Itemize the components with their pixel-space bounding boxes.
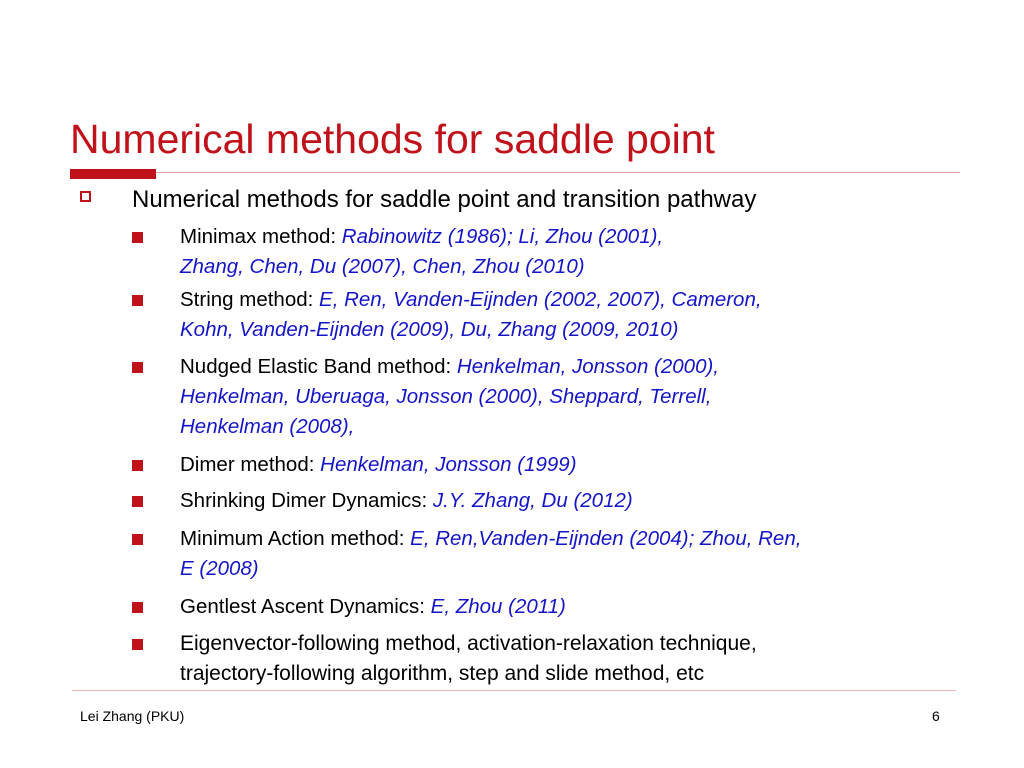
- filled-square-bullet-icon: [132, 496, 143, 507]
- list-item-other-methods: [180, 629, 970, 689]
- item-label: Gentlest Ascent Dynamics:: [180, 595, 431, 618]
- slide-title: Numerical methods for saddle point: [70, 116, 715, 162]
- hollow-square-bullet-icon: [80, 191, 91, 202]
- item-citation: Zhang, Chen, Du (2007), Chen, Zhou (2010): [180, 255, 585, 278]
- main-point-text: Numerical methods for saddle point and transition pathway: [132, 186, 757, 213]
- item-citation: Henkelman (2008),: [180, 415, 355, 438]
- filled-square-bullet-icon: [132, 639, 143, 650]
- page-number: 6: [932, 708, 940, 724]
- item-label: Dimer method:: [180, 453, 321, 476]
- item-label: String method:: [180, 288, 320, 311]
- filled-square-bullet-icon: [132, 534, 143, 545]
- item-citation: E, Ren,Vanden-Eijnden (2004); Zhou, Ren,: [410, 527, 802, 550]
- list-item-minimum-action: [180, 524, 970, 584]
- item-citation: E (2008): [180, 557, 259, 580]
- item-label: Minimax method:: [180, 225, 342, 248]
- list-item-neb: [180, 352, 970, 442]
- title-accent-bar: [70, 169, 156, 179]
- item-citation: Rabinowitz (1986); Li, Zhou (2001),: [341, 225, 664, 248]
- list-item-string: [180, 285, 970, 345]
- item-citation: E, Zhou (2011): [430, 595, 566, 618]
- list-item-dimer: [180, 450, 970, 480]
- filled-square-bullet-icon: [132, 602, 143, 613]
- item-label: Nudged Elastic Band method:: [180, 355, 457, 378]
- filled-square-bullet-icon: [132, 232, 143, 243]
- item-citation: Kohn, Vanden-Eijnden (2009), Du, Zhang (2009, 2010): [180, 318, 679, 341]
- item-text: trajectory-following algorithm, step and slide method, etc: [180, 662, 705, 685]
- list-item-shrinking-dimer: [180, 486, 970, 516]
- filled-square-bullet-icon: [132, 460, 143, 471]
- item-text: Eigenvector-following method, activation-relaxation technique,: [180, 632, 757, 655]
- filled-square-bullet-icon: [132, 362, 143, 373]
- item-citation: Henkelman, Jonsson (1999): [320, 453, 577, 476]
- item-citation: Henkelman, Jonsson (2000),: [456, 355, 720, 378]
- item-citation: J.Y. Zhang, Du (2012): [432, 489, 633, 512]
- footer-divider: [72, 690, 956, 691]
- list-item-minimax: [180, 222, 970, 282]
- title-divider: [72, 172, 960, 173]
- filled-square-bullet-icon: [132, 295, 143, 306]
- item-citation: Henkelman, Uberuaga, Jonsson (2000), Sheppard, Terrell,: [180, 385, 712, 408]
- item-label: Shrinking Dimer Dynamics:: [180, 489, 433, 512]
- item-label: Minimum Action method:: [180, 527, 411, 550]
- item-citation: E, Ren, Vanden-Eijnden (2002, 2007), Cameron,: [319, 288, 762, 311]
- footer-author: Lei Zhang (PKU): [80, 708, 185, 724]
- list-item-gentlest-ascent: [180, 592, 970, 622]
